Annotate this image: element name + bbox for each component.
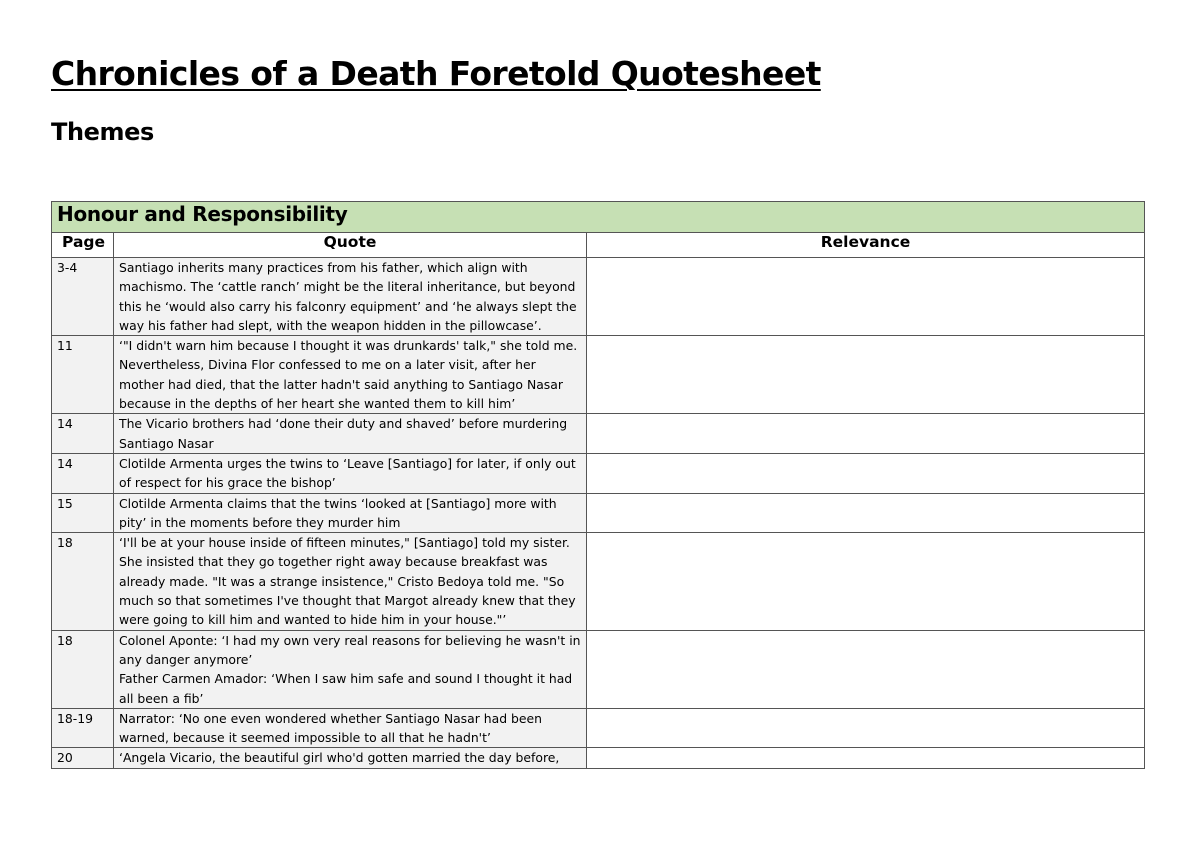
table-row xyxy=(52,414,1145,454)
relevance-cell[interactable] xyxy=(587,708,1145,748)
relevance-cell[interactable] xyxy=(587,414,1145,454)
page-cell: 20 xyxy=(52,748,114,768)
quote-cell: Santiago inherits many practices from his father, which align with machismo. The ‘cattle ranch’ might be the literal inheritance, but beyond this he ‘would also carry his falconry equipment’ and ‘he always slept the way his father had slept, with the weapon hidden in the pillowcase’. xyxy=(114,258,587,336)
table-row xyxy=(52,336,1145,414)
column-header-page: Page xyxy=(52,233,114,258)
relevance-cell[interactable] xyxy=(587,533,1145,630)
column-header-row xyxy=(52,233,1145,258)
relevance-cell[interactable] xyxy=(587,453,1145,493)
quote-cell: Clotilde Armenta urges the twins to ‘Leave [Santiago] for later, if only out of respect for his grace the bishop’ xyxy=(114,453,587,493)
quote-cell: Clotilde Armenta claims that the twins ‘looked at [Santiago] more with pity’ in the moments before they murder him xyxy=(114,493,587,533)
page-cell: 14 xyxy=(52,453,114,493)
quote-cell: Narrator: ‘No one even wondered whether Santiago Nasar had been warned, because it seemed impossible to all that he hadn't’ xyxy=(114,708,587,748)
relevance-cell[interactable] xyxy=(587,493,1145,533)
quote-cell: ‘Angela Vicario, the beautiful girl who'd gotten married the day before, xyxy=(114,748,587,768)
relevance-cell[interactable] xyxy=(587,336,1145,414)
relevance-cell[interactable] xyxy=(587,748,1145,768)
column-header-quote: Quote xyxy=(114,233,587,258)
quote-cell: ‘"I didn't warn him because I thought it was drunkards' talk," she told me. Nevertheless, Divina Flor confessed to me on a later visit, after her mother had died, that the latter hadn't said anything to Santiago Nasar because in the depths of her heart she wanted them to kill him’ xyxy=(114,336,587,414)
table-row xyxy=(52,258,1145,336)
relevance-cell[interactable] xyxy=(587,630,1145,708)
quote-cell: The Vicario brothers had ‘done their duty and shaved’ before murdering Santiago Nasar xyxy=(114,414,587,454)
section-header-row xyxy=(52,202,1145,233)
quote-table xyxy=(51,201,1145,769)
table-row xyxy=(52,493,1145,533)
document-title: Chronicles of a Death Foretold Quotesheet xyxy=(51,54,821,93)
page-cell: 15 xyxy=(52,493,114,533)
table-row xyxy=(52,630,1145,708)
table-row xyxy=(52,708,1145,748)
column-header-relevance: Relevance xyxy=(587,233,1145,258)
quote-line: Colonel Aponte: ‘I had my own very real reasons for believing he wasn't in any danger anymore’ xyxy=(119,632,585,667)
page-cell: 3-4 xyxy=(52,258,114,336)
quote-line: Father Carmen Amador: ‘When I saw him safe and sound I thought it had all been a fib’ xyxy=(119,671,577,706)
page-cell: 18 xyxy=(52,533,114,630)
quote-cell xyxy=(114,630,587,708)
section-title: Honour and Responsibility xyxy=(52,202,1145,233)
page-cell: 18-19 xyxy=(52,708,114,748)
page-cell: 14 xyxy=(52,414,114,454)
table-row xyxy=(52,453,1145,493)
document-subtitle: Themes xyxy=(51,118,154,146)
relevance-cell[interactable] xyxy=(587,258,1145,336)
page-cell: 18 xyxy=(52,630,114,708)
page-cell: 11 xyxy=(52,336,114,414)
table-row xyxy=(52,533,1145,630)
table-row xyxy=(52,748,1145,768)
quote-cell: ‘I'll be at your house inside of fifteen minutes," [Santiago] told my sister. She insisted that they go together right away because breakfast was already made. "It was a strange insistence," Cristo Bedoya told me. "So much so that sometimes I've thought that Margot already knew that they were going to kill him and wanted to hide him in your house."’ xyxy=(114,533,587,630)
